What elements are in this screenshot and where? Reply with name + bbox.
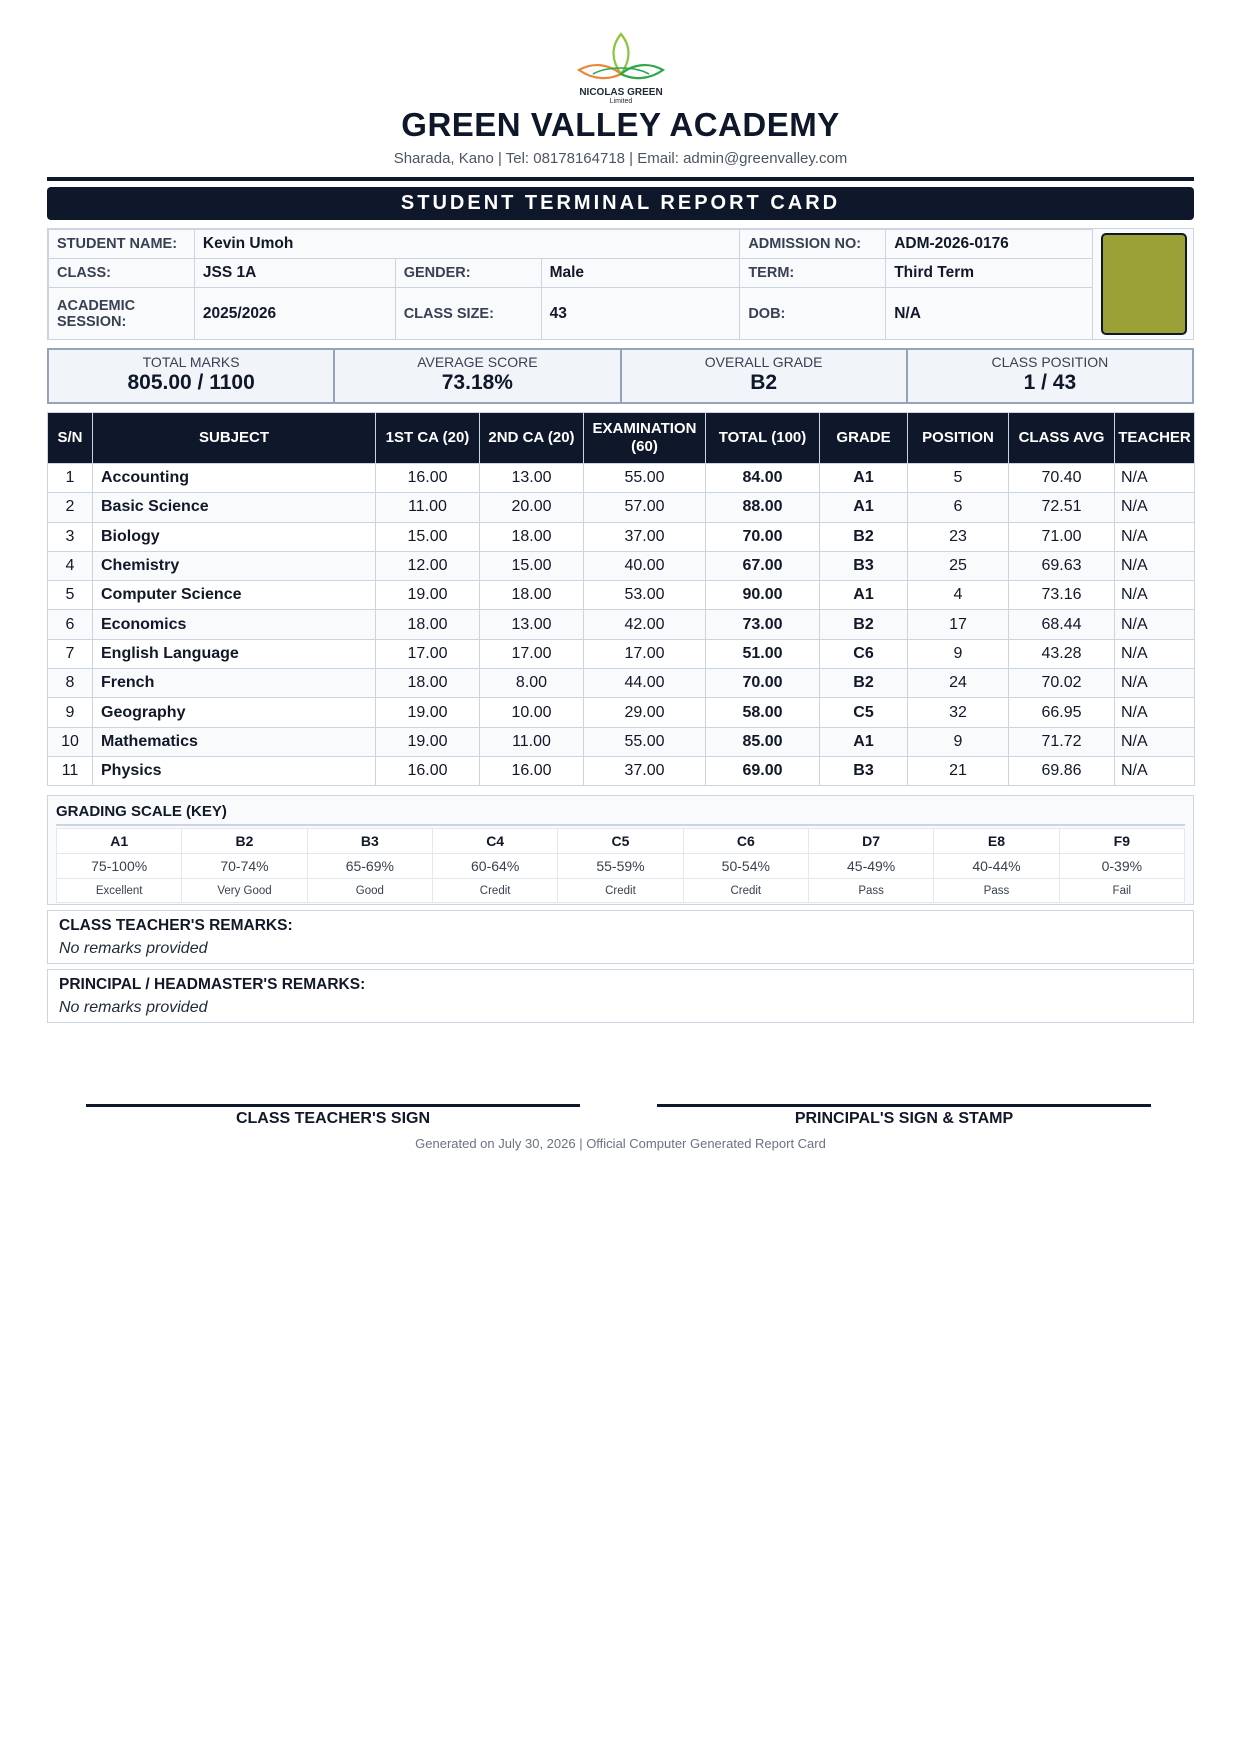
principal-signature-line xyxy=(657,1104,1151,1107)
cell-subject: Economics xyxy=(93,610,376,639)
leaf-logo-icon xyxy=(573,30,669,90)
admission-number: ADM-2026-0176 xyxy=(886,230,1093,259)
grading-desc-row xyxy=(57,879,1185,903)
summary-label: AVERAGE SCORE xyxy=(417,354,538,370)
col-header-grade: GRADE xyxy=(820,413,908,464)
cell-teacher: N/A xyxy=(1115,698,1195,727)
grading-grade: D7 xyxy=(808,829,933,854)
cell-subject: Physics xyxy=(93,756,376,785)
cell-ca2: 8.00 xyxy=(480,669,584,698)
cell-grade: B2 xyxy=(820,669,908,698)
grading-desc: Pass xyxy=(934,879,1059,903)
teacher-signature-line xyxy=(86,1104,580,1107)
summary-label: CLASS POSITION xyxy=(991,354,1109,370)
col-header-sn: S/N xyxy=(48,413,93,464)
cell-avg: 66.95 xyxy=(1009,698,1115,727)
grading-range: 50-54% xyxy=(683,854,808,879)
grading-desc: Credit xyxy=(683,879,808,903)
cell-position: 9 xyxy=(908,727,1009,756)
cell-subject: Chemistry xyxy=(93,551,376,580)
grading-desc: Fail xyxy=(1059,879,1184,903)
logo-name: NICOLAS GREEN xyxy=(579,87,663,98)
col-header-total: TOTAL (100) xyxy=(706,413,820,464)
cell-teacher: N/A xyxy=(1115,639,1195,668)
col-header-teacher: TEACHER xyxy=(1115,413,1195,464)
cell-teacher: N/A xyxy=(1115,756,1195,785)
teacher-signature-label: CLASS TEACHER'S SIGN xyxy=(235,1110,431,1127)
cell-ca2: 18.00 xyxy=(480,581,584,610)
cell-sn: 6 xyxy=(48,610,93,639)
col-header-exam: EXAMINATION (60) xyxy=(584,413,706,464)
cell-subject: English Language xyxy=(93,639,376,668)
cell-teacher: N/A xyxy=(1115,522,1195,551)
summary-bar xyxy=(47,348,1194,404)
cell-position: 25 xyxy=(908,551,1009,580)
grading-grade: C4 xyxy=(432,829,557,854)
cell-sn: 1 xyxy=(48,464,93,493)
cell-total: 90.00 xyxy=(706,581,820,610)
table-row xyxy=(48,727,1195,756)
cell-ca2: 11.00 xyxy=(480,727,584,756)
gender-value: Male xyxy=(541,259,740,288)
cell-subject: French xyxy=(93,669,376,698)
summary-value: B2 xyxy=(750,371,778,394)
grading-range: 40-44% xyxy=(934,854,1059,879)
grading-range: 0-39% xyxy=(1059,854,1184,879)
class-teacher-remarks xyxy=(47,910,1194,964)
cell-avg: 43.28 xyxy=(1009,639,1115,668)
class-size-value: 43 xyxy=(541,288,740,340)
cell-exam: 37.00 xyxy=(584,756,706,785)
cell-grade: B2 xyxy=(820,522,908,551)
cell-teacher: N/A xyxy=(1115,464,1195,493)
grading-grade: B2 xyxy=(182,829,307,854)
summary-label: TOTAL MARKS xyxy=(142,354,240,370)
cell-exam: 44.00 xyxy=(584,669,706,698)
cell-total: 58.00 xyxy=(706,698,820,727)
cell-subject: Mathematics xyxy=(93,727,376,756)
cell-exam: 55.00 xyxy=(584,727,706,756)
cell-sn: 8 xyxy=(48,669,93,698)
cell-position: 17 xyxy=(908,610,1009,639)
cell-position: 6 xyxy=(908,493,1009,522)
cell-ca1: 16.00 xyxy=(376,756,480,785)
grading-range-row xyxy=(57,854,1185,879)
cell-position: 23 xyxy=(908,522,1009,551)
cell-subject: Biology xyxy=(93,522,376,551)
dob-label: DOB: xyxy=(740,288,886,340)
student-info-panel xyxy=(47,228,1194,340)
cell-total: 67.00 xyxy=(706,551,820,580)
cell-avg: 69.63 xyxy=(1009,551,1115,580)
cell-grade: A1 xyxy=(820,727,908,756)
cell-sn: 5 xyxy=(48,581,93,610)
cell-ca1: 19.00 xyxy=(376,727,480,756)
cell-position: 4 xyxy=(908,581,1009,610)
grading-divider xyxy=(56,824,1185,826)
school-name: GREEN VALLEY ACADEMY xyxy=(401,106,840,143)
remarks-title: PRINCIPAL / HEADMASTER'S REMARKS: xyxy=(59,976,366,993)
grading-range: 65-69% xyxy=(307,854,432,879)
cell-grade: C6 xyxy=(820,639,908,668)
school-logo xyxy=(571,30,671,110)
cell-grade: B2 xyxy=(820,610,908,639)
cell-ca2: 15.00 xyxy=(480,551,584,580)
cell-grade: A1 xyxy=(820,464,908,493)
cell-exam: 55.00 xyxy=(584,464,706,493)
cell-grade: A1 xyxy=(820,493,908,522)
grading-grade-row xyxy=(57,829,1185,854)
summary-average-score xyxy=(335,350,621,402)
cell-ca1: 18.00 xyxy=(376,610,480,639)
cell-ca2: 13.00 xyxy=(480,610,584,639)
cell-ca2: 17.00 xyxy=(480,639,584,668)
grading-desc: Good xyxy=(307,879,432,903)
cell-teacher: N/A xyxy=(1115,551,1195,580)
school-contact: Sharada, Kano | Tel: 08178164718 | Email: admin@greenvalley.com xyxy=(393,150,848,167)
cell-ca1: 16.00 xyxy=(376,464,480,493)
logo-sub: Limited xyxy=(609,98,633,105)
table-row xyxy=(48,669,1195,698)
admission-label: ADMISSION NO: xyxy=(740,230,886,259)
remarks-text: No remarks provided xyxy=(59,999,208,1016)
table-row xyxy=(48,493,1195,522)
cell-position: 5 xyxy=(908,464,1009,493)
cell-avg: 71.72 xyxy=(1009,727,1115,756)
cell-avg: 73.16 xyxy=(1009,581,1115,610)
cell-position: 21 xyxy=(908,756,1009,785)
term-value: Third Term xyxy=(886,259,1093,288)
grading-range: 45-49% xyxy=(808,854,933,879)
cell-sn: 4 xyxy=(48,551,93,580)
subjects-table xyxy=(47,412,1195,786)
cell-subject: Geography xyxy=(93,698,376,727)
cell-sn: 7 xyxy=(48,639,93,668)
dob-value: N/A xyxy=(886,288,1093,340)
term-label: TERM: xyxy=(740,259,886,288)
cell-avg: 69.86 xyxy=(1009,756,1115,785)
table-row xyxy=(48,464,1195,493)
footer-note: Generated on July 30, 2026 | Official Computer Generated Report Card xyxy=(415,1136,826,1151)
cell-exam: 57.00 xyxy=(584,493,706,522)
cell-grade: C5 xyxy=(820,698,908,727)
header-divider xyxy=(47,177,1194,181)
col-header-class-avg: CLASS AVG xyxy=(1009,413,1115,464)
grading-scale-title: GRADING SCALE (KEY) xyxy=(56,803,227,820)
grading-desc: Credit xyxy=(558,879,683,903)
report-title-banner: STUDENT TERMINAL REPORT CARD xyxy=(47,187,1194,220)
grading-grade: C6 xyxy=(683,829,808,854)
summary-label: OVERALL GRADE xyxy=(704,354,823,370)
grading-grade: B3 xyxy=(307,829,432,854)
session-label: ACADEMIC SESSION: xyxy=(49,288,195,340)
cell-ca1: 18.00 xyxy=(376,669,480,698)
grading-desc: Very Good xyxy=(182,879,307,903)
class-value: JSS 1A xyxy=(194,259,395,288)
cell-avg: 70.02 xyxy=(1009,669,1115,698)
class-label: CLASS: xyxy=(49,259,195,288)
col-header-ca2: 2ND CA (20) xyxy=(480,413,584,464)
summary-overall-grade xyxy=(622,350,908,402)
cell-avg: 72.51 xyxy=(1009,493,1115,522)
cell-ca2: 18.00 xyxy=(480,522,584,551)
cell-subject: Accounting xyxy=(93,464,376,493)
student-name: Kevin Umoh xyxy=(194,230,739,259)
cell-sn: 2 xyxy=(48,493,93,522)
table-header-row xyxy=(48,413,1195,464)
table-row xyxy=(48,756,1195,785)
grading-grade: F9 xyxy=(1059,829,1184,854)
cell-position: 9 xyxy=(908,639,1009,668)
cell-ca1: 17.00 xyxy=(376,639,480,668)
cell-exam: 17.00 xyxy=(584,639,706,668)
grading-grade: E8 xyxy=(934,829,1059,854)
grading-range: 60-64% xyxy=(432,854,557,879)
cell-subject: Basic Science xyxy=(93,493,376,522)
table-row xyxy=(48,698,1195,727)
student-name-label: STUDENT NAME: xyxy=(49,230,195,259)
gender-label: GENDER: xyxy=(395,259,541,288)
grading-desc: Excellent xyxy=(57,879,182,903)
summary-value: 73.18% xyxy=(441,371,513,394)
student-photo xyxy=(1101,233,1187,335)
grading-scale xyxy=(47,795,1194,905)
grading-desc: Credit xyxy=(432,879,557,903)
cell-teacher: N/A xyxy=(1115,493,1195,522)
cell-position: 24 xyxy=(908,669,1009,698)
cell-grade: B3 xyxy=(820,756,908,785)
class-size-label: CLASS SIZE: xyxy=(395,288,541,340)
cell-ca2: 10.00 xyxy=(480,698,584,727)
cell-total: 51.00 xyxy=(706,639,820,668)
table-row xyxy=(48,551,1195,580)
cell-exam: 42.00 xyxy=(584,610,706,639)
session-value: 2025/2026 xyxy=(194,288,395,340)
cell-exam: 53.00 xyxy=(584,581,706,610)
cell-avg: 71.00 xyxy=(1009,522,1115,551)
cell-ca1: 19.00 xyxy=(376,581,480,610)
grading-desc: Pass xyxy=(808,879,933,903)
remarks-text: No remarks provided xyxy=(59,940,208,957)
cell-total: 88.00 xyxy=(706,493,820,522)
grading-grade: A1 xyxy=(57,829,182,854)
cell-total: 70.00 xyxy=(706,522,820,551)
table-row xyxy=(48,610,1195,639)
grading-range: 55-59% xyxy=(558,854,683,879)
principal-remarks xyxy=(47,969,1194,1023)
principal-signature-label: PRINCIPAL'S SIGN & STAMP xyxy=(794,1110,1014,1127)
cell-sn: 11 xyxy=(48,756,93,785)
summary-value: 1 / 43 xyxy=(1023,371,1077,394)
col-header-ca1: 1ST CA (20) xyxy=(376,413,480,464)
cell-subject: Computer Science xyxy=(93,581,376,610)
cell-ca1: 11.00 xyxy=(376,493,480,522)
cell-teacher: N/A xyxy=(1115,669,1195,698)
cell-sn: 9 xyxy=(48,698,93,727)
table-row xyxy=(48,581,1195,610)
summary-value: 805.00 / 1100 xyxy=(127,371,255,394)
cell-avg: 70.40 xyxy=(1009,464,1115,493)
cell-ca2: 16.00 xyxy=(480,756,584,785)
cell-exam: 29.00 xyxy=(584,698,706,727)
cell-ca1: 15.00 xyxy=(376,522,480,551)
remarks-title: CLASS TEACHER'S REMARKS: xyxy=(59,917,293,934)
cell-teacher: N/A xyxy=(1115,727,1195,756)
cell-teacher: N/A xyxy=(1115,581,1195,610)
grading-range: 75-100% xyxy=(57,854,182,879)
table-row xyxy=(48,639,1195,668)
cell-ca1: 19.00 xyxy=(376,698,480,727)
summary-total-marks xyxy=(49,350,335,402)
cell-sn: 3 xyxy=(48,522,93,551)
cell-total: 70.00 xyxy=(706,669,820,698)
summary-class-position xyxy=(908,350,1192,402)
cell-ca2: 20.00 xyxy=(480,493,584,522)
cell-sn: 10 xyxy=(48,727,93,756)
cell-total: 85.00 xyxy=(706,727,820,756)
col-header-subject: SUBJECT xyxy=(93,413,376,464)
cell-ca2: 13.00 xyxy=(480,464,584,493)
grading-grade: C5 xyxy=(558,829,683,854)
cell-ca1: 12.00 xyxy=(376,551,480,580)
cell-exam: 40.00 xyxy=(584,551,706,580)
col-header-position: POSITION xyxy=(908,413,1009,464)
cell-exam: 37.00 xyxy=(584,522,706,551)
cell-avg: 68.44 xyxy=(1009,610,1115,639)
table-row xyxy=(48,522,1195,551)
cell-total: 69.00 xyxy=(706,756,820,785)
cell-teacher: N/A xyxy=(1115,610,1195,639)
grading-range: 70-74% xyxy=(182,854,307,879)
cell-total: 84.00 xyxy=(706,464,820,493)
cell-grade: B3 xyxy=(820,551,908,580)
grading-scale-table xyxy=(56,828,1185,903)
cell-position: 32 xyxy=(908,698,1009,727)
cell-total: 73.00 xyxy=(706,610,820,639)
cell-grade: A1 xyxy=(820,581,908,610)
